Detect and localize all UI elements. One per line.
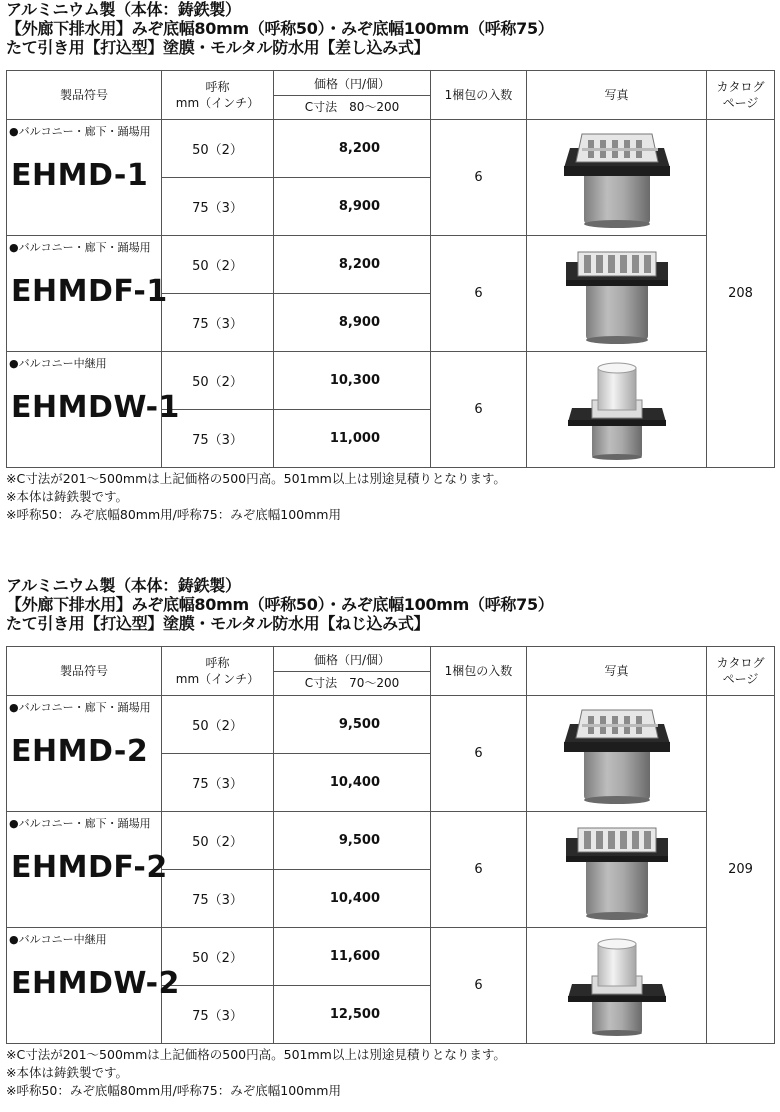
pack-qty: 6: [431, 928, 527, 1044]
heading-line-1: アルミニウム製（本体：鋳鉄製）: [6, 0, 241, 19]
size-value: 75（3）: [162, 754, 274, 812]
note-line: ※C寸法が201～500mmは上記価格の500円高。501mm以上は別途見積りとなります。: [6, 1047, 506, 1062]
size-value: 50（2）: [162, 812, 274, 870]
notes: [6, 470, 506, 524]
price-value: 8,900: [274, 178, 431, 236]
usage-tag: ●バルコニー・廊下・踊場用: [9, 241, 151, 254]
pack-qty: 6: [431, 696, 527, 812]
price-value: 10,400: [274, 870, 431, 928]
size-value: 50（2）: [162, 236, 274, 294]
header-code: 製品符号: [7, 71, 162, 120]
size-value: 50（2）: [162, 696, 274, 754]
price-value: 8,200: [274, 236, 431, 294]
size-value: 75（3）: [162, 410, 274, 468]
header-photo: 写真: [527, 647, 707, 696]
header-photo: 写真: [527, 71, 707, 120]
header-size-bottom: mm（インチ）: [175, 96, 260, 110]
header-qty: 1梱包の入数: [431, 647, 527, 696]
price-value: 8,900: [274, 294, 431, 352]
price-section-1: [0, 0, 780, 522]
header-price-top: 価格（円/個）: [274, 73, 430, 96]
product-code-cell: [7, 236, 168, 352]
size-value: 75（3）: [162, 986, 274, 1044]
pack-qty: 6: [431, 120, 527, 236]
header-size: [162, 647, 274, 696]
catalog-page: 208: [707, 120, 775, 468]
price-table: [6, 646, 775, 1044]
table-row: [7, 236, 775, 294]
header-page-bottom: ページ: [722, 96, 759, 110]
drain-flat-grate-photo: [562, 820, 672, 920]
drain-relay-pipe-photo: [562, 936, 672, 1036]
table-row: [7, 352, 775, 410]
drain-relay-pipe-photo: [562, 360, 672, 460]
product-photo: [527, 696, 707, 812]
note-line: ※本体は鋳鉄製です。: [6, 1065, 128, 1080]
price-table: [6, 70, 775, 468]
heading-line-3: たて引き用【打込型】塗膜・モルタル防水用【差し込み式】: [6, 38, 430, 57]
product-code-cell: [7, 928, 180, 1044]
header-code: 製品符号: [7, 647, 162, 696]
note-line: ※本体は鋳鉄製です。: [6, 489, 128, 504]
header-size-top: 呼称: [205, 80, 230, 94]
usage-tag: ●バルコニー中継用: [9, 357, 107, 370]
note-line: ※呼称50：みぞ底幅80mm用/呼称75：みぞ底幅100mm用: [6, 507, 341, 522]
price-value: 10,300: [274, 352, 431, 410]
product-code-cell: [7, 120, 162, 236]
header-price-bottom: C寸法 80～200: [304, 99, 400, 114]
usage-tag: ●バルコニー・廊下・踊場用: [9, 701, 151, 714]
product-code-cell: [7, 812, 168, 928]
usage-tag: ●バルコニー・廊下・踊場用: [9, 817, 151, 830]
product-code: EHMDW-1: [11, 390, 180, 425]
header-page-top: カタログ: [716, 656, 765, 670]
table-row: [7, 120, 775, 178]
size-value: 75（3）: [162, 294, 274, 352]
size-value: 75（3）: [162, 178, 274, 236]
pack-qty: 6: [431, 352, 527, 468]
product-photo: [527, 120, 707, 236]
product-code: EHMDF-1: [11, 274, 168, 309]
section-heading: [6, 576, 780, 633]
product-photo: [527, 236, 707, 352]
heading-line-3: たて引き用【打込型】塗膜・モルタル防水用【ねじ込み式】: [6, 614, 430, 633]
pack-qty: 6: [431, 236, 527, 352]
price-value: 8,200: [274, 120, 431, 178]
note-line: ※C寸法が201～500mmは上記価格の500円高。501mm以上は別途見積りとなります。: [6, 471, 506, 486]
header-price-bottom: C寸法 70～200: [304, 675, 400, 690]
size-value: 50（2）: [162, 928, 274, 986]
pack-qty: 6: [431, 812, 527, 928]
heading-line-2: 【外廊下排水用】みぞ底幅80mm（呼称50）・みぞ底幅100mm（呼称75）: [6, 19, 554, 38]
product-code: EHMDW-2: [11, 966, 180, 1001]
price-value: 9,500: [274, 696, 431, 754]
drain-square-grate-photo: [562, 128, 672, 228]
header-size-top: 呼称: [205, 656, 230, 670]
price-value: 12,500: [274, 986, 431, 1044]
header-price-top: 価格（円/個）: [274, 649, 430, 672]
product-code: EHMDF-2: [11, 850, 168, 885]
header-page: [707, 71, 775, 120]
price-value: 10,400: [274, 754, 431, 812]
product-code-cell: [7, 352, 180, 468]
header-size-bottom: mm（インチ）: [175, 672, 260, 686]
heading-line-1: アルミニウム製（本体：鋳鉄製）: [6, 576, 241, 595]
table-row: [7, 696, 775, 754]
price-section-2: [0, 576, 780, 1098]
section-heading: [6, 0, 780, 57]
catalog-page: 209: [707, 696, 775, 1044]
usage-tag: ●バルコニー中継用: [9, 933, 107, 946]
size-value: 50（2）: [162, 352, 274, 410]
price-value: 9,500: [274, 812, 431, 870]
notes: [6, 1046, 506, 1100]
table-row: [7, 812, 775, 870]
product-code: EHMD-1: [11, 158, 149, 193]
header-price: [274, 71, 431, 120]
product-photo: [527, 352, 707, 468]
header-qty: 1梱包の入数: [431, 71, 527, 120]
size-value: 75（3）: [162, 870, 274, 928]
product-photo: [527, 812, 707, 928]
usage-tag: ●バルコニー・廊下・踊場用: [9, 125, 151, 138]
header-size: [162, 71, 274, 120]
price-value: 11,000: [274, 410, 431, 468]
product-code-cell: [7, 696, 162, 812]
drain-flat-grate-photo: [562, 244, 672, 344]
header-page-top: カタログ: [716, 80, 765, 94]
note-line: ※呼称50：みぞ底幅80mm用/呼称75：みぞ底幅100mm用: [6, 1083, 341, 1098]
price-value: 11,600: [274, 928, 431, 986]
header-price: [274, 647, 431, 696]
header-page: [707, 647, 775, 696]
product-photo: [527, 928, 707, 1044]
heading-line-2: 【外廊下排水用】みぞ底幅80mm（呼称50）・みぞ底幅100mm（呼称75）: [6, 595, 554, 614]
drain-square-grate-photo: [562, 704, 672, 804]
size-value: 50（2）: [162, 120, 274, 178]
header-page-bottom: ページ: [722, 672, 759, 686]
table-row: [7, 928, 775, 986]
product-code: EHMD-2: [11, 734, 149, 769]
